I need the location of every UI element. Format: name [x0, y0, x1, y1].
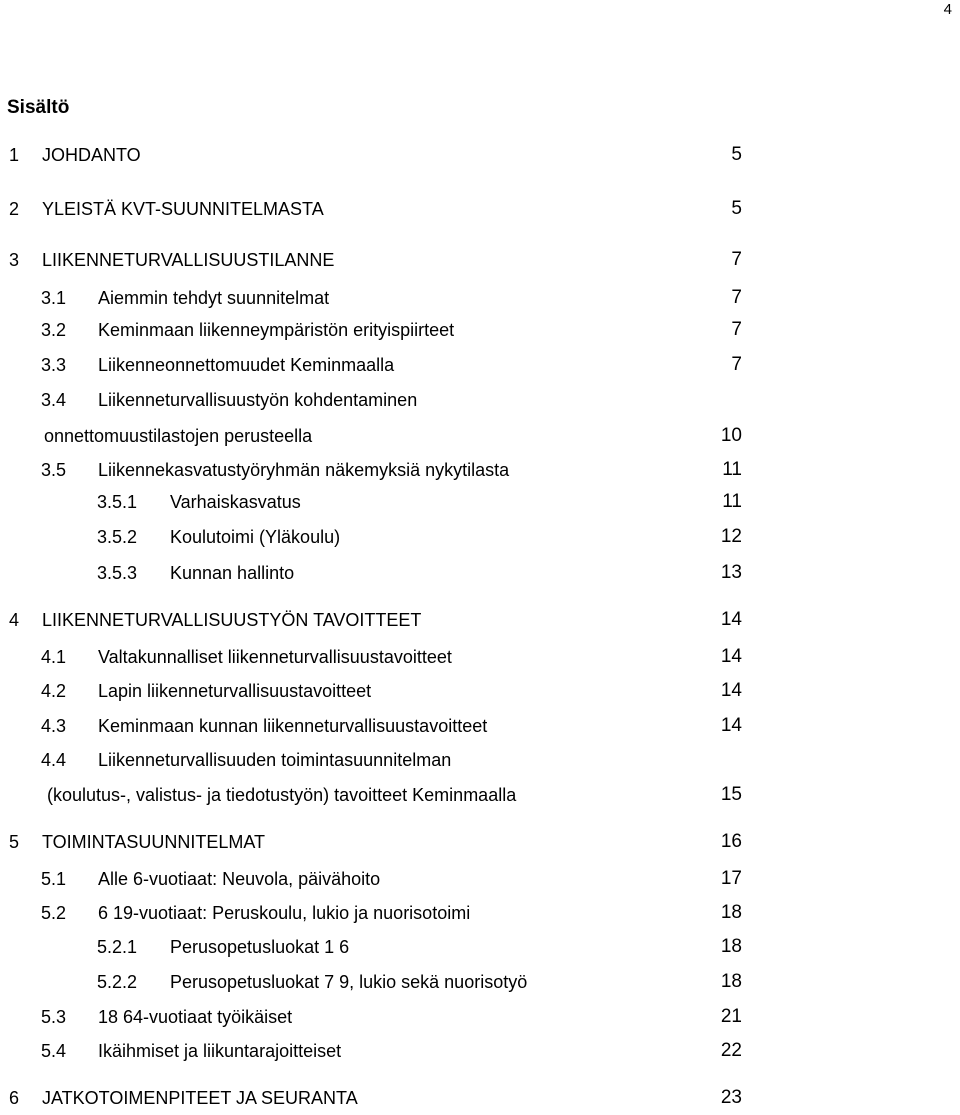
toc-entry-title: YLEISTÄ KVT-SUUNNITELMASTA — [42, 199, 324, 219]
toc-entry-title: (koulutus-, valistus- ja tiedotustyön) tavoitteet Keminmaalla — [47, 785, 517, 805]
toc-entry-page: 14 — [720, 609, 742, 630]
toc-entry-number: 5.2 — [41, 903, 67, 923]
toc-entry-number: 4.4 — [41, 750, 67, 770]
toc-entry-1[interactable] — [0, 140, 960, 170]
toc-entry-number: 5.3 — [41, 1007, 67, 1027]
toc-entry-page: 14 — [720, 715, 742, 736]
toc-entry-3-2[interactable] — [0, 315, 960, 345]
toc-entry-title: Liikenneturvallisuuden toimintasuunnitelman — [98, 750, 452, 770]
toc-entry-title: Kunnan hallinto — [170, 563, 295, 583]
toc-entry-page: 5 — [731, 144, 742, 165]
toc-entry-3-1[interactable] — [0, 283, 960, 313]
toc-entry-3-3[interactable] — [0, 350, 960, 380]
toc-entry-3[interactable] — [0, 245, 960, 275]
toc-entry-title: Alle 6-vuotiaat: Neuvola, päivähoito — [98, 869, 381, 889]
toc-entry-title: TOIMINTASUUNNITELMAT — [42, 832, 266, 852]
toc-entry-number: 3.4 — [41, 390, 67, 410]
toc-entry-number: 3.5.1 — [97, 492, 138, 512]
toc-entry-title: Lapin liikenneturvallisuustavoitteet — [98, 681, 372, 701]
toc-entry-3-4-continued[interactable] — [0, 421, 960, 451]
toc-entry-page: 21 — [720, 1006, 742, 1027]
toc-entry-title: Varhaiskasvatus — [170, 492, 301, 512]
toc-entry-page: 18 — [720, 936, 742, 957]
toc-entry-5-2-1[interactable] — [0, 932, 960, 962]
toc-entry-number: 4 — [9, 610, 20, 630]
toc-entry-page: 11 — [722, 491, 742, 512]
toc-entry-page: 12 — [720, 526, 742, 547]
toc-entry-page: 23 — [720, 1087, 742, 1108]
toc-entry-title: Liikenneturvallisuustyön kohdentaminen — [98, 390, 418, 410]
toc-entry-4-1[interactable] — [0, 642, 960, 672]
toc-entry-title: onnettomuustilastojen perusteella — [44, 426, 313, 446]
toc-entry-title: 6 19-vuotiaat: Peruskoulu, lukio ja nuorisotoimi — [98, 903, 471, 923]
toc-heading: Sisältö — [7, 97, 70, 118]
toc-entry-6[interactable] — [0, 1083, 960, 1113]
toc-entry-title: Ikäihmiset ja liikuntarajoitteiset — [98, 1041, 342, 1061]
toc-entry-title: Valtakunnalliset liikenneturvallisuustavoitteet — [98, 647, 452, 667]
toc-entry-4-4[interactable] — [0, 745, 960, 775]
toc-entry-title: Koulutoimi (Yläkoulu) — [170, 527, 341, 547]
toc-entry-title: Keminmaan kunnan liikenneturvallisuustavoitteet — [98, 716, 488, 736]
toc-entry-title: JATKOTOIMENPITEET JA SEURANTA — [42, 1088, 358, 1108]
toc-entry-5-2-2[interactable] — [0, 967, 960, 997]
toc-entry-3-4[interactable] — [0, 385, 960, 415]
toc-entry-page: 13 — [720, 562, 742, 583]
toc-entry-number: 2 — [9, 199, 20, 219]
toc-entry-3-5-1[interactable] — [0, 487, 960, 517]
toc-entry-2[interactable] — [0, 194, 960, 224]
toc-entry-3-5-2[interactable] — [0, 522, 960, 552]
toc-entry-page: 14 — [720, 646, 742, 667]
toc-entry-number: 5.2.1 — [97, 937, 138, 957]
toc-entry-title: Liikennekasvatustyöryhmän näkemyksiä nykytilasta — [98, 460, 510, 480]
toc-entry-5-2[interactable] — [0, 898, 960, 928]
toc-entry-number: 4.3 — [41, 716, 67, 736]
toc-entry-4-4-continued[interactable] — [0, 780, 960, 810]
toc-entry-page: 14 — [720, 680, 742, 701]
toc-entry-number: 4.2 — [41, 681, 67, 701]
toc-entry-number: 5.2.2 — [97, 972, 138, 992]
toc-entry-title: Perusopetusluokat 7 9, lukio sekä nuorisotyö — [170, 972, 528, 992]
toc-entry-page: 17 — [720, 868, 742, 889]
toc-entry-number: 4.1 — [41, 647, 67, 667]
toc-entry-page: 22 — [720, 1040, 742, 1061]
toc-entry-5-4[interactable] — [0, 1036, 960, 1066]
toc-entry-page: 5 — [731, 198, 742, 219]
toc-entry-page: 18 — [720, 902, 742, 923]
toc-entry-page: 7 — [731, 249, 742, 270]
toc-entry-number: 3.5 — [41, 460, 67, 480]
toc-entry-title: Aiemmin tehdyt suunnitelmat — [98, 288, 330, 308]
toc-entry-title: LIIKENNETURVALLISUUSTYÖN TAVOITTEET — [42, 610, 422, 630]
toc-entry-page: 16 — [720, 831, 742, 852]
toc-entry-number: 5.4 — [41, 1041, 67, 1061]
toc-entry-number: 3.3 — [41, 355, 67, 375]
toc-entry-3-5-3[interactable] — [0, 558, 960, 588]
toc-entry-number: 5.1 — [41, 869, 67, 889]
toc-entry-4-3[interactable] — [0, 711, 960, 741]
toc-entry-page: 11 — [722, 459, 742, 480]
toc-entry-page: 7 — [731, 287, 742, 308]
toc-entry-title: LIIKENNETURVALLISUUSTILANNE — [42, 250, 335, 270]
toc-entry-title: JOHDANTO — [42, 145, 141, 165]
toc-entry-number: 3 — [9, 250, 20, 270]
page-number: 4 — [943, 1, 952, 18]
toc-entry-title: 18 64-vuotiaat työikäiset — [98, 1007, 293, 1027]
toc-entry-number: 3.5.3 — [97, 563, 138, 583]
toc-entry-page: 7 — [731, 354, 742, 375]
toc-entry-4[interactable] — [0, 605, 960, 635]
toc-entry-page: 10 — [720, 425, 742, 446]
toc-entry-4-2[interactable] — [0, 676, 960, 706]
toc-entry-number: 3.2 — [41, 320, 67, 340]
toc-entry-5[interactable] — [0, 827, 960, 857]
toc-entry-title: Keminmaan liikenneympäristön erityispiirteet — [98, 320, 455, 340]
toc-entry-number: 1 — [9, 145, 20, 165]
toc-entry-title: Liikenneonnettomuudet Keminmaalla — [98, 355, 395, 375]
toc-entry-5-3[interactable] — [0, 1002, 960, 1032]
toc-entry-page: 7 — [731, 319, 742, 340]
toc-entry-number: 3.5.2 — [97, 527, 138, 547]
toc-entry-number: 6 — [9, 1088, 20, 1108]
toc-entry-5-1[interactable] — [0, 864, 960, 894]
toc-entry-3-5[interactable] — [0, 455, 960, 485]
toc-entry-number: 5 — [9, 832, 20, 852]
toc-entry-page: 15 — [720, 784, 742, 805]
toc-entry-page: 18 — [720, 971, 742, 992]
toc-entry-title: Perusopetusluokat 1 6 — [170, 937, 350, 957]
toc-entry-number: 3.1 — [41, 288, 67, 308]
